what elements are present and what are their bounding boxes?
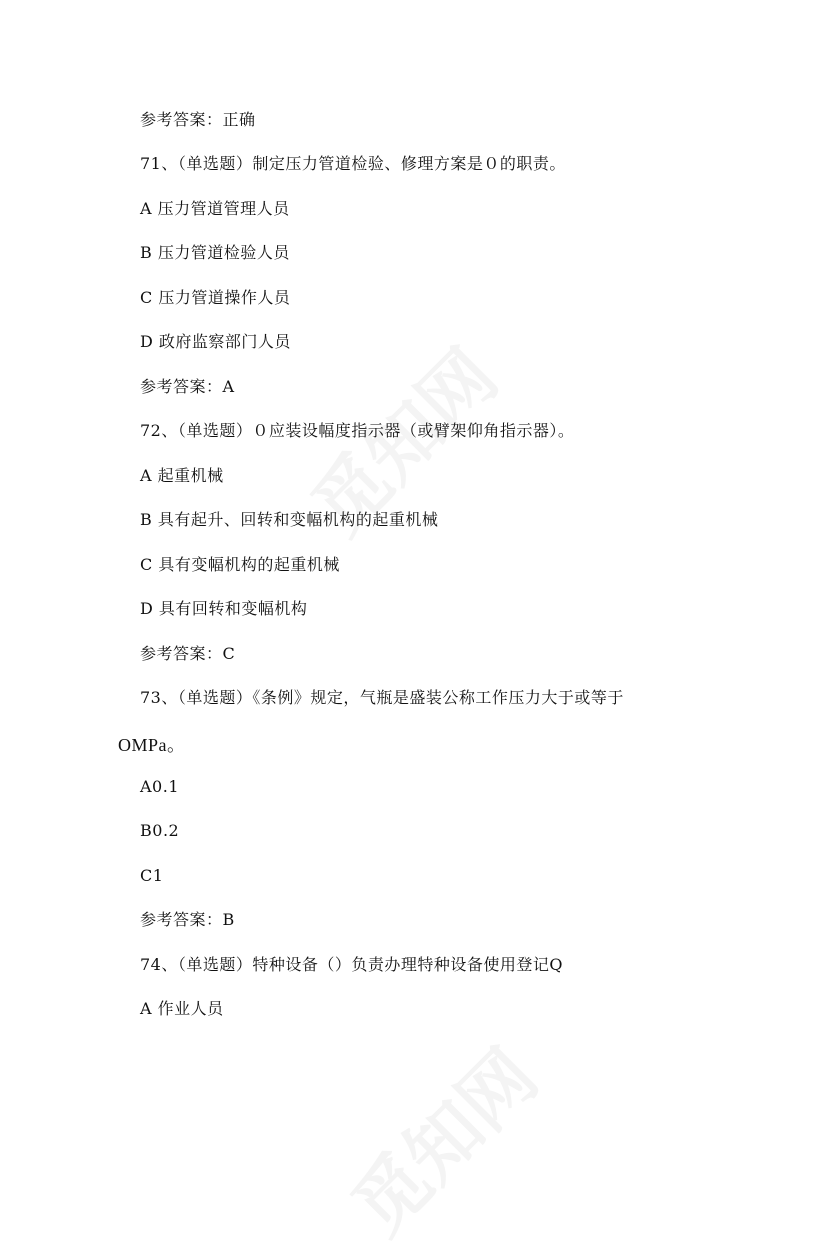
- answer-72: 参考答案：C: [140, 644, 236, 663]
- option-73-b: B0.2: [140, 821, 180, 840]
- option-71-a: A 压力管道管理人员: [140, 199, 290, 218]
- option-71-b: B 压力管道检验人员: [140, 243, 290, 262]
- option-74-a: A 作业人员: [140, 999, 224, 1018]
- option-73-c: C1: [140, 866, 164, 885]
- question-72: 72、（单选题）０应装设幅度指示器（或臂架仰角指示器）。: [140, 421, 575, 440]
- answer-70: 参考答案：正确: [140, 110, 256, 129]
- question-71: 71、（单选题）制定压力管道检验、修理方案是０的职责。: [140, 154, 566, 173]
- question-73: 73、（单选题）《条例》规定，气瓶是盛装公称工作压力大于或等于: [140, 688, 624, 707]
- option-72-b: B 具有起升、回转和变幅机构的起重机械: [140, 510, 439, 529]
- question-74: 74、（单选题）特种设备（）负责办理特种设备使用登记Q: [140, 955, 563, 974]
- option-72-c: C 具有变幅机构的起重机械: [140, 555, 340, 574]
- option-71-c: C 压力管道操作人员: [140, 288, 291, 307]
- option-72-d: D 具有回转和变幅机构: [140, 599, 308, 618]
- question-73-continuation: OMPa。: [118, 735, 186, 755]
- option-72-a: A 起重机械: [140, 466, 224, 485]
- option-71-d: D 政府监察部门人员: [140, 332, 291, 351]
- answer-73: 参考答案：B: [140, 910, 235, 929]
- option-73-a: A0.1: [140, 777, 179, 796]
- answer-71: 参考答案：A: [140, 377, 235, 396]
- watermark-bottom: [325, 1022, 557, 1254]
